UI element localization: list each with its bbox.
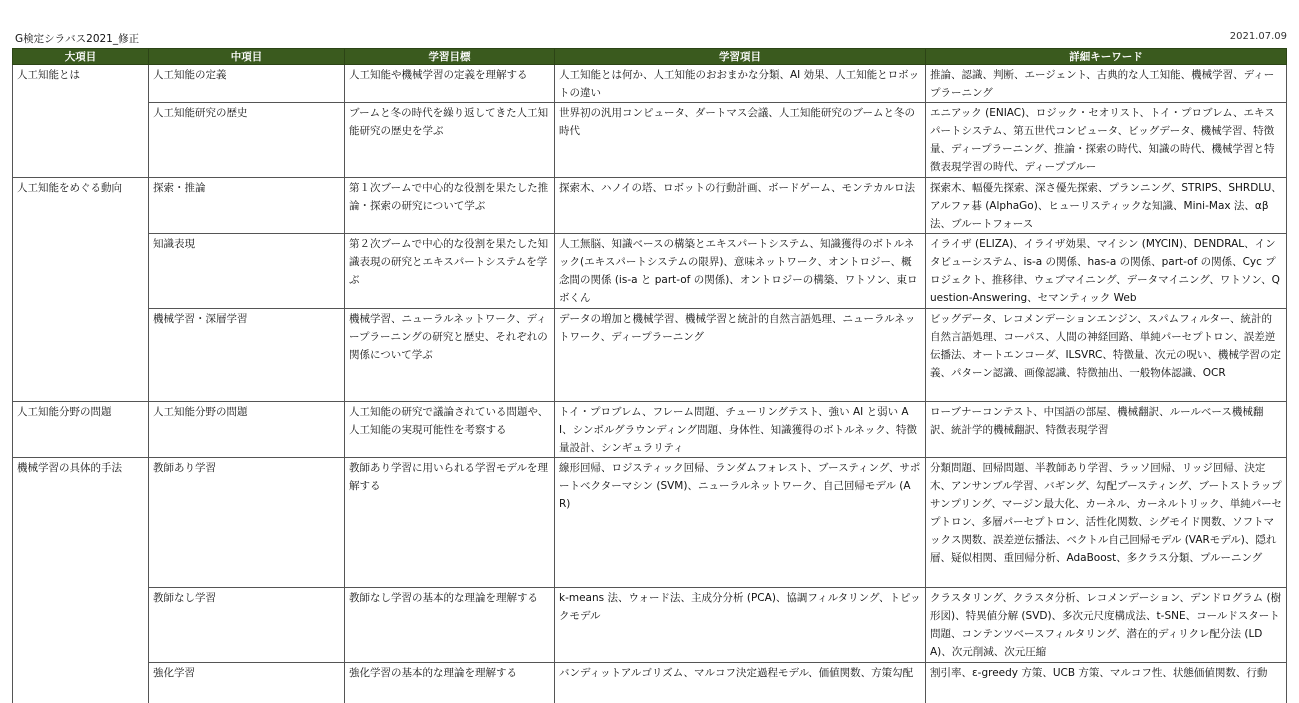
document-date: 2021.07.09 <box>1229 31 1287 42</box>
syllabus-table <box>12 48 1287 703</box>
keywords-cell: 割引率、ε-greedy 方策、UCB 方策、マルコフ性、状態価値関数、行動 <box>926 663 1287 703</box>
major-cell: 人工知能をめぐる動向 <box>13 178 149 234</box>
goal-cell: 第２次ブームで中心的な役割を果たした知識表現の研究とエキスパートシステムを学ぶ <box>345 234 555 309</box>
middle-cell: 人工知能分野の問題 <box>149 402 345 458</box>
major-cell: 人工知能とは <box>13 65 149 103</box>
major-cell <box>13 309 149 402</box>
keywords-cell: ビッグデータ、レコメンデーションエンジン、スパムフィルター、統計的自然言語処理、コーパス、人間の神経回路、単純パーセプトロン、誤差逆伝播法、オートエンコーダ、ILSVRC、特徴量、次元の呪い、機械学習の定義、パターン認識、画像認識、特徴抽出、一般物体認識、OCR <box>926 309 1287 402</box>
items-cell: 人工知能とは何か、人工知能のおおまかな分類、AI 効果、人工知能とロボットの違い <box>555 65 926 103</box>
goal-cell: 機械学習、ニューラルネットワーク、ディープラーニングの研究と歴史、それぞれの関係について学ぶ <box>345 309 555 402</box>
table-row <box>13 65 1287 103</box>
items-cell: k-means 法、ウォード法、主成分分析 (PCA)、協調フィルタリング、トピックモデル <box>555 588 926 663</box>
items-cell: 人工無脳、知識ベースの構築とエキスパートシステム、知識獲得のボトルネック(エキスパートシステムの限界)、意味ネットワーク、オントロジー、概念間の関係 (is-a と part-of の関係)、オントロジーの構築、ワトソン、東ロボくん <box>555 234 926 309</box>
major-cell <box>13 663 149 703</box>
major-cell <box>13 588 149 663</box>
items-cell: トイ・プロブレム、フレーム問題、チューリングテスト、強い AI と弱い AI、シンボルグラウンディング問題、身体性、知識獲得のボトルネック、特徴量設計、シンギュラリティ <box>555 402 926 458</box>
table-row <box>13 458 1287 588</box>
major-cell: 機械学習の具体的手法 <box>13 458 149 588</box>
header-keywords: 詳細キーワード <box>926 49 1287 65</box>
header-goal: 学習目標 <box>345 49 555 65</box>
keywords-cell: 分類問題、回帰問題、半教師あり学習、ラッソ回帰、リッジ回帰、決定木、アンサンブル学習、バギング、勾配ブースティング、ブートストラップサンプリング、マージン最大化、カーネル、カーネルトリック、単純パーセプトロン、多層パーセプトロン、活性化関数、シグモイド関数、ソフトマックス関数、誤差逆伝播法、ベクトル自己回帰モデル (VARモデル)、隠れ層、疑似相関、重回帰分析、AdaBoost、多クラス分類、プルーニング <box>926 458 1287 588</box>
major-cell <box>13 234 149 309</box>
major-cell <box>13 103 149 178</box>
middle-cell: 人工知能研究の歴史 <box>149 103 345 178</box>
table-header-row <box>13 49 1287 65</box>
goal-cell: 教師あり学習に用いられる学習モデルを理解する <box>345 458 555 588</box>
keywords-cell: エニアック (ENIAC)、ロジック・セオリスト、トイ・プロブレム、エキスパートシステム、第五世代コンピュータ、ビッグデータ、機械学習、特徴量、ディープラーニング、推論・探索の時代、知識の時代、機械学習と特徴表現学習の時代、ディープブルー <box>926 103 1287 178</box>
items-cell: 探索木、ハノイの塔、ロボットの行動計画、ボードゲーム、モンテカルロ法 <box>555 178 926 234</box>
items-cell: データの増加と機械学習、機械学習と統計的自然言語処理、ニューラルネットワーク、ディープラーニング <box>555 309 926 402</box>
middle-cell: 機械学習・深層学習 <box>149 309 345 402</box>
goal-cell: 強化学習の基本的な理論を理解する <box>345 663 555 703</box>
keywords-cell: イライザ (ELIZA)、イライザ効果、マイシン (MYCIN)、DENDRAL、インタビューシステム、is-a の関係、has-a の関係、part-of の関係、Cyc プロジェクト、推移律、ウェブマイニング、データマイニング、ワトソン、Question-Answering、セマンティック Web <box>926 234 1287 309</box>
goal-cell: 人工知能の研究で議論されている問題や、人工知能の実現可能性を考察する <box>345 402 555 458</box>
middle-cell: 知識表現 <box>149 234 345 309</box>
keywords-cell: ローブナーコンテスト、中国語の部屋、機械翻訳、ルールベース機械翻訳、統計学的機械翻訳、特徴表現学習 <box>926 402 1287 458</box>
goal-cell: 教師なし学習の基本的な理論を理解する <box>345 588 555 663</box>
header-middle: 中項目 <box>149 49 345 65</box>
keywords-cell: クラスタリング、クラスタ分析、レコメンデーション、デンドログラム (樹形図)、特異値分解 (SVD)、多次元尺度構成法、t-SNE、コールドスタート問題、コンテンツベースフィルタリング、潜在的ディリクレ配分法 (LDA)、次元削減、次元圧縮 <box>926 588 1287 663</box>
items-cell: 世界初の汎用コンピュータ、ダートマス会議、人工知能研究のブームと冬の時代 <box>555 103 926 178</box>
goal-cell: ブームと冬の時代を繰り返してきた人工知能研究の歴史を学ぶ <box>345 103 555 178</box>
header-major: 大項目 <box>13 49 149 65</box>
goal-cell: 人工知能や機械学習の定義を理解する <box>345 65 555 103</box>
table-row <box>13 663 1287 703</box>
table-row <box>13 178 1287 234</box>
document-title: G検定シラバス2021_修正 <box>15 33 140 45</box>
middle-cell: 人工知能の定義 <box>149 65 345 103</box>
keywords-cell: 探索木、幅優先探索、深さ優先探索、プランニング、STRIPS、SHRDLU、アルファ碁 (AlphaGo)、ヒューリスティックな知識、Mini-Max 法、αβ 法、ブルートフォース <box>926 178 1287 234</box>
keywords-cell: 推論、認識、判断、エージェント、古典的な人工知能、機械学習、ディープラーニング <box>926 65 1287 103</box>
header-items: 学習項目 <box>555 49 926 65</box>
goal-cell: 第１次ブームで中心的な役割を果たした推論・探索の研究について学ぶ <box>345 178 555 234</box>
table-row <box>13 309 1287 402</box>
table-row <box>13 103 1287 178</box>
middle-cell: 探索・推論 <box>149 178 345 234</box>
items-cell: 線形回帰、ロジスティック回帰、ランダムフォレスト、ブースティング、サポートベクターマシン (SVM)、ニューラルネットワーク、自己回帰モデル (AR) <box>555 458 926 588</box>
table-row <box>13 588 1287 663</box>
middle-cell: 教師なし学習 <box>149 588 345 663</box>
table-row <box>13 402 1287 458</box>
items-cell: バンディットアルゴリズム、マルコフ決定過程モデル、価値関数、方策勾配 <box>555 663 926 703</box>
table-row <box>13 234 1287 309</box>
middle-cell: 強化学習 <box>149 663 345 703</box>
middle-cell: 教師あり学習 <box>149 458 345 588</box>
major-cell: 人工知能分野の問題 <box>13 402 149 458</box>
